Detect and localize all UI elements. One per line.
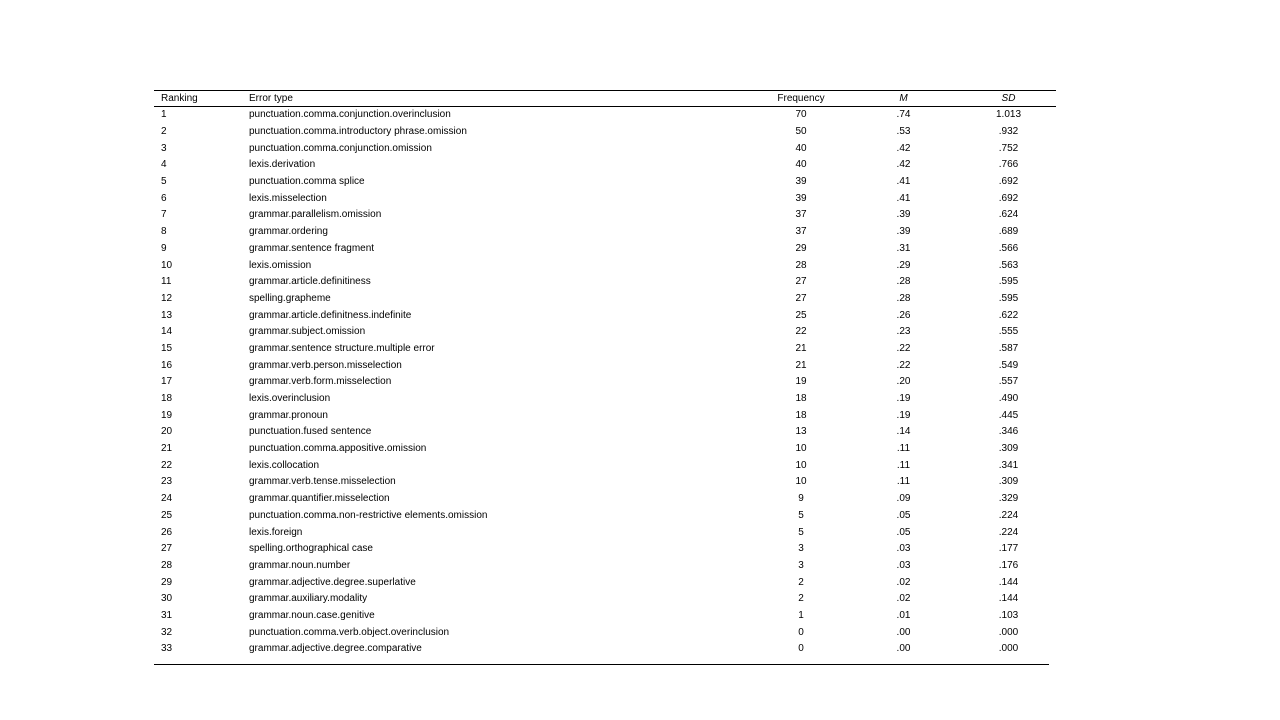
cell-error-type: lexis.collocation [249,459,320,471]
cell-error-type: lexis.overinclusion [249,393,331,405]
cell-standard-deviation: .557 [998,376,1019,388]
cell-mean: .19 [896,393,911,405]
cell-ranking: 9 [161,242,167,254]
cell-ranking: 12 [161,292,173,304]
table-row [154,491,1056,508]
cell-ranking: 28 [161,559,173,571]
cell-mean: .19 [896,409,911,421]
table-row [154,574,1056,591]
cell-frequency: 25 [795,309,807,321]
cell-standard-deviation: .000 [998,643,1019,655]
cell-mean: .53 [896,126,911,138]
cell-mean: .39 [896,209,911,221]
cell-mean: .39 [896,226,911,238]
cell-frequency: 37 [795,226,807,238]
header-row [154,91,1056,107]
cell-frequency: 5 [798,509,804,521]
cell-mean: .02 [896,593,911,605]
cell-error-type: spelling.orthographical case [249,543,373,555]
cell-error-type: grammar.quantifier.misselection [249,493,390,505]
table-row [154,107,1056,124]
cell-ranking: 22 [161,459,173,471]
cell-mean: .22 [896,342,911,354]
cell-frequency: 40 [795,142,807,154]
cell-error-type: grammar.subject.omission [249,326,366,338]
cell-standard-deviation: .103 [998,609,1019,621]
table-row [154,357,1056,374]
cell-standard-deviation: .309 [998,476,1019,488]
cell-frequency: 1 [798,609,804,621]
cell-error-type: grammar.article.definitness.indefinite [249,309,412,321]
cell-frequency: 40 [795,159,807,171]
header-ranking: Ranking [161,92,198,104]
cell-mean: .29 [896,259,911,271]
cell-mean: .11 [896,443,911,455]
cell-ranking: 6 [161,192,167,204]
cell-error-type: grammar.auxiliary.modality [249,593,368,605]
cell-standard-deviation: .549 [998,359,1019,371]
cell-ranking: 20 [161,426,173,438]
cell-mean: .11 [896,476,911,488]
table-row [154,508,1056,525]
cell-standard-deviation: .566 [998,242,1019,254]
cell-error-type: punctuation.comma.verb.object.overinclusion [249,626,450,638]
cell-ranking: 19 [161,409,173,421]
cell-standard-deviation: 1.013 [995,109,1022,121]
cell-standard-deviation: .224 [998,526,1019,538]
cell-mean: .09 [896,493,911,505]
cell-error-type: grammar.noun.case.genitive [249,609,375,621]
cell-frequency: 13 [795,426,807,438]
table-row [154,241,1056,258]
cell-standard-deviation: .000 [998,626,1019,638]
cell-error-type: punctuation.comma.conjunction.omission [249,142,432,154]
table-row [154,307,1056,324]
table-row [154,190,1056,207]
cell-ranking: 27 [161,543,173,555]
cell-ranking: 32 [161,626,173,638]
cell-error-type: punctuation.comma.conjunction.overinclusion [249,109,451,121]
cell-standard-deviation: .563 [998,259,1019,271]
cell-error-type: lexis.derivation [249,159,316,171]
cell-standard-deviation: .766 [998,159,1019,171]
cell-error-type: punctuation.comma.appositive.omission [249,443,427,455]
error-frequency-table [154,90,1056,662]
cell-error-type: grammar.verb.person.misselection [249,359,402,371]
cell-ranking: 24 [161,493,173,505]
table-row [154,474,1056,491]
cell-mean: .42 [896,159,911,171]
cell-frequency: 29 [795,242,807,254]
header-standard-deviation: SD [1001,92,1016,104]
cell-ranking: 11 [161,276,172,288]
cell-standard-deviation: .622 [998,309,1019,321]
table-row [154,341,1056,358]
cell-standard-deviation: .595 [998,276,1019,288]
cell-frequency: 10 [795,459,807,471]
cell-frequency: 2 [798,576,804,588]
cell-error-type: grammar.adjective.degree.superlative [249,576,416,588]
cell-ranking: 21 [161,443,173,455]
cell-mean: .02 [896,576,911,588]
cell-frequency: 18 [795,393,807,405]
cell-ranking: 8 [161,226,167,238]
cell-frequency: 27 [795,292,807,304]
cell-standard-deviation: .341 [998,459,1019,471]
header-mean: M [899,92,908,104]
cell-standard-deviation: .144 [998,576,1019,588]
cell-ranking: 26 [161,526,173,538]
cell-standard-deviation: .624 [998,209,1019,221]
cell-mean: .05 [896,509,911,521]
cell-mean: .00 [896,643,911,655]
table-row [154,257,1056,274]
cell-standard-deviation: .224 [998,509,1019,521]
cell-ranking: 2 [161,126,167,138]
cell-ranking: 17 [161,376,173,388]
cell-standard-deviation: .177 [998,543,1019,555]
header-frequency: Frequency [777,92,825,104]
cell-mean: .01 [896,609,911,621]
cell-ranking: 10 [161,259,173,271]
cell-error-type: grammar.parallelism.omission [249,209,382,221]
cell-standard-deviation: .692 [998,192,1019,204]
cell-mean: .20 [896,376,911,388]
cell-ranking: 4 [161,159,167,171]
table-row [154,591,1056,608]
cell-mean: .00 [896,626,911,638]
cell-frequency: 50 [795,126,807,138]
cell-mean: .26 [896,309,911,321]
cell-ranking: 16 [161,359,173,371]
cell-standard-deviation: .329 [998,493,1019,505]
cell-standard-deviation: .689 [998,226,1019,238]
cell-standard-deviation: .490 [998,393,1019,405]
header-error-type: Error type [249,92,293,104]
table-row [154,207,1056,224]
table-row [154,457,1056,474]
cell-mean: .74 [896,109,911,121]
cell-mean: .28 [896,276,911,288]
cell-ranking: 7 [161,209,167,221]
cell-frequency: 37 [795,209,807,221]
cell-standard-deviation: .932 [998,126,1019,138]
table-row [154,374,1056,391]
cell-error-type: punctuation.comma.introductory phrase.omission [249,126,467,138]
cell-error-type: grammar.sentence structure.multiple error [249,342,435,354]
cell-standard-deviation: .176 [998,559,1019,571]
cell-ranking: 25 [161,509,173,521]
cell-frequency: 10 [795,476,807,488]
table-row [154,608,1056,625]
cell-frequency: 3 [798,543,804,555]
cell-ranking: 13 [161,309,173,321]
table-row [154,424,1056,441]
table-row [154,140,1056,157]
table-row [154,174,1056,191]
cell-standard-deviation: .445 [998,409,1019,421]
cell-mean: .31 [896,242,911,254]
cell-frequency: 18 [795,409,807,421]
cell-frequency: 27 [795,276,807,288]
cell-ranking: 14 [161,326,173,338]
cell-error-type: punctuation.fused sentence [249,426,372,438]
cell-frequency: 19 [795,376,807,388]
cell-standard-deviation: .692 [998,176,1019,188]
cell-error-type: grammar.adjective.degree.comparative [249,643,422,655]
cell-error-type: grammar.article.definitiness [249,276,371,288]
cell-mean: .22 [896,359,911,371]
cell-error-type: punctuation.comma splice [249,176,365,188]
cell-error-type: lexis.misselection [249,192,327,204]
cell-mean: .41 [896,176,911,188]
cell-ranking: 18 [161,393,173,405]
cell-ranking: 31 [161,609,173,621]
table-row [154,624,1056,641]
cell-standard-deviation: .752 [998,142,1019,154]
cell-frequency: 21 [795,342,807,354]
cell-error-type: punctuation.comma.non-restrictive elements.omission [249,509,488,521]
cell-mean: .28 [896,292,911,304]
cell-error-type: grammar.ordering [249,226,328,238]
table-row [154,124,1056,141]
cell-ranking: 15 [161,342,173,354]
cell-ranking: 5 [161,176,167,188]
cell-frequency: 39 [795,176,807,188]
cell-mean: .05 [896,526,911,538]
table-row [154,524,1056,541]
cell-mean: .23 [896,326,911,338]
cell-mean: .14 [896,426,911,438]
cell-standard-deviation: .309 [998,443,1019,455]
table-row [154,441,1056,458]
cell-error-type: lexis.omission [249,259,312,271]
cell-frequency: 70 [795,109,807,121]
cell-mean: .41 [896,192,911,204]
table-row [154,541,1056,558]
cell-error-type: spelling.grapheme [249,292,331,304]
cell-standard-deviation: .587 [998,342,1019,354]
cell-error-type: grammar.pronoun [249,409,328,421]
cell-mean: .11 [896,459,911,471]
table-bottom-rule [154,664,1049,665]
cell-standard-deviation: .346 [998,426,1019,438]
cell-ranking: 33 [161,643,173,655]
table-row [154,407,1056,424]
cell-frequency: 9 [798,493,804,505]
cell-ranking: 23 [161,476,173,488]
cell-mean: .03 [896,559,911,571]
cell-ranking: 30 [161,593,173,605]
table-body [154,107,1056,662]
cell-error-type: lexis.foreign [249,526,303,538]
cell-frequency: 0 [798,626,804,638]
table-header [154,91,1056,107]
cell-error-type: grammar.verb.form.misselection [249,376,392,388]
cell-error-type: grammar.noun.number [249,559,351,571]
cell-frequency: 22 [795,326,807,338]
error-frequency-table-container [154,90,1049,665]
table-row [154,324,1056,341]
cell-frequency: 10 [795,443,807,455]
cell-frequency: 3 [798,559,804,571]
cell-standard-deviation: .144 [998,593,1019,605]
cell-frequency: 39 [795,192,807,204]
table-row [154,291,1056,308]
table-row [154,224,1056,241]
cell-frequency: 2 [798,593,804,605]
table-row [154,391,1056,408]
cell-frequency: 28 [795,259,807,271]
cell-mean: .03 [896,543,911,555]
table-row [154,641,1056,662]
cell-ranking: 1 [161,109,167,121]
table-row [154,157,1056,174]
cell-ranking: 3 [161,142,167,154]
cell-frequency: 0 [798,643,804,655]
cell-error-type: grammar.verb.tense.misselection [249,476,396,488]
table-row [154,558,1056,575]
cell-error-type: grammar.sentence fragment [249,242,375,254]
cell-frequency: 5 [798,526,804,538]
cell-ranking: 29 [161,576,173,588]
cell-frequency: 21 [795,359,807,371]
cell-standard-deviation: .555 [998,326,1019,338]
cell-standard-deviation: .595 [998,292,1019,304]
table-row [154,274,1056,291]
cell-mean: .42 [896,142,911,154]
